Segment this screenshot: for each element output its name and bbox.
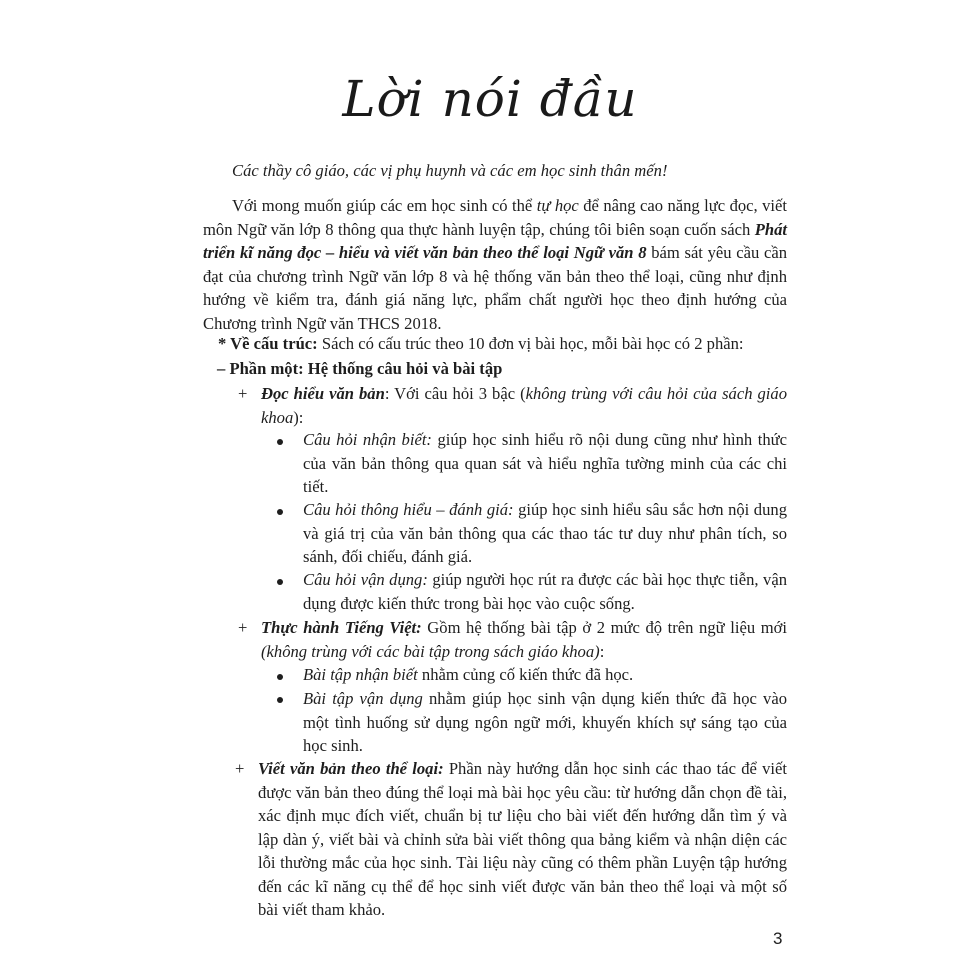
page-title: Lời nói đầu (342, 70, 638, 128)
bullet-label: Câu hỏi vận dụng: (303, 570, 428, 589)
bullet-text: nhằm giúp học sinh vận dụng kiến thức đã học vào một tình huống sử dụng ngôn ngữ mới, khuyến khích sự sáng tạo của học sinh. (303, 689, 788, 755)
bullet-label: Bài tập vận dụng (303, 689, 423, 708)
practice-bullet-2 (303, 687, 787, 758)
plus-marker-reading: + (238, 384, 248, 403)
practice-section (261, 616, 787, 663)
practice-text-2: : (599, 641, 605, 661)
practice-text-1: Gồm hệ thống bài tập ở 2 mức độ trên ngữ liệu mới (421, 618, 787, 637)
bullet-text: giúp học sinh hiểu sâu sắc hơn nội dung và giá trị của văn bản thông qua các thao tác tư duy như phân tích, so sánh, đối chiếu, đánh giá. (303, 500, 787, 566)
intro-paragraph (203, 194, 787, 335)
intro-text-3: bám sát yêu cầu cần đạt của chương trình Ngữ văn lớp 8 và hệ thống văn bản theo thể loại, cũng như định hướng về kiểm tra, đánh giá năng lực, phẩm chất người học theo định hướng của Chương trình Ngữ văn THCS 2018. (203, 243, 787, 333)
reading-text-2: ): (293, 407, 304, 427)
reading-text-em: không trùng với câu hỏi của sách giáo khoa (261, 384, 787, 427)
reading-bullet-3 (303, 568, 787, 615)
writing-label: Viết văn bản theo thể loại: (258, 759, 444, 778)
practice-label: Thực hành Tiếng Việt: (261, 618, 422, 637)
reading-text-1: : Với câu hỏi 3 bậc ( (384, 384, 526, 403)
bullet-label: Bài tập nhận biết (303, 665, 418, 684)
intro-self-study: tự học (536, 196, 579, 215)
part-one-heading: – Phần một: Hệ thống câu hỏi và bài tập (217, 359, 503, 378)
reading-bullet-2 (303, 498, 787, 569)
bullet-dot (277, 674, 283, 680)
bullet-label: Câu hỏi thông hiểu – đánh giá: (303, 500, 514, 519)
page-number: 3 (773, 929, 783, 948)
bullet-dot (277, 579, 283, 585)
reading-bullet-1 (303, 428, 787, 499)
greeting-line: Các thầy cô giáo, các vị phụ huynh và các em học sinh thân mến! (232, 161, 668, 180)
structure-line (218, 332, 744, 356)
bullet-dot (277, 697, 283, 703)
reading-section (261, 382, 787, 429)
bullet-dot (277, 509, 283, 515)
reading-label: Đọc hiểu văn bản (261, 384, 385, 403)
bullet-text: giúp học sinh hiểu rõ nội dung cũng như hình thức của văn bản thông qua quan sát và hiểu nghĩa tường minh của các chi tiết. (303, 430, 787, 496)
practice-bullet-1 (303, 663, 787, 687)
book-title: Phát triển kĩ năng đọc – hiểu và viết văn bản theo thể loại Ngữ văn 8 (203, 219, 787, 262)
plus-marker-writing: + (235, 759, 245, 778)
bullet-text: giúp người học rút ra được các bài học thực tiễn, vận dụng được kiến thức trong bài học vào cuộc sống. (303, 570, 787, 613)
writing-text: Phần này hướng dẫn học sinh các thao tác để viết được văn bản theo đúng thể loại mà bài học yêu cầu: từ hướng dẫn chọn đề tài, xác định mục đích viết, chuẩn bị tư liệu cho bài viết đến hướng dẫn tìm ý và lập dàn ý, viết bài và chỉnh sửa bài viết thông qua bảng kiểm và nhận diện các lỗi thường mắc của học sinh. Tài liệu này cũng có thêm phần Luyện tập hướng đến các kĩ năng cụ thể để học sinh viết được văn bản theo thể loại và một số bài viết tham khảo. (258, 759, 787, 919)
structure-label: * Về cấu trúc: (218, 334, 318, 353)
writing-section (258, 757, 787, 922)
intro-text-2: để nâng cao năng lực đọc, viết môn Ngữ văn lớp 8 thông qua thực hành luyện tập, chúng tôi biên soạn cuốn sách (203, 196, 787, 239)
bullet-text: nhằm củng cố kiến thức đã học. (417, 665, 634, 684)
practice-text-em: (không trùng với các bài tập trong sách giáo khoa) (261, 641, 600, 661)
bullet-label: Câu hỏi nhận biết: (303, 430, 432, 449)
intro-text-1: Với mong muốn giúp các em học sinh có thể (232, 196, 537, 215)
bullet-dot (277, 439, 283, 445)
structure-text: Sách có cấu trúc theo 10 đơn vị bài học, mỗi bài học có 2 phần: (317, 334, 744, 353)
plus-marker-practice: + (238, 618, 248, 637)
